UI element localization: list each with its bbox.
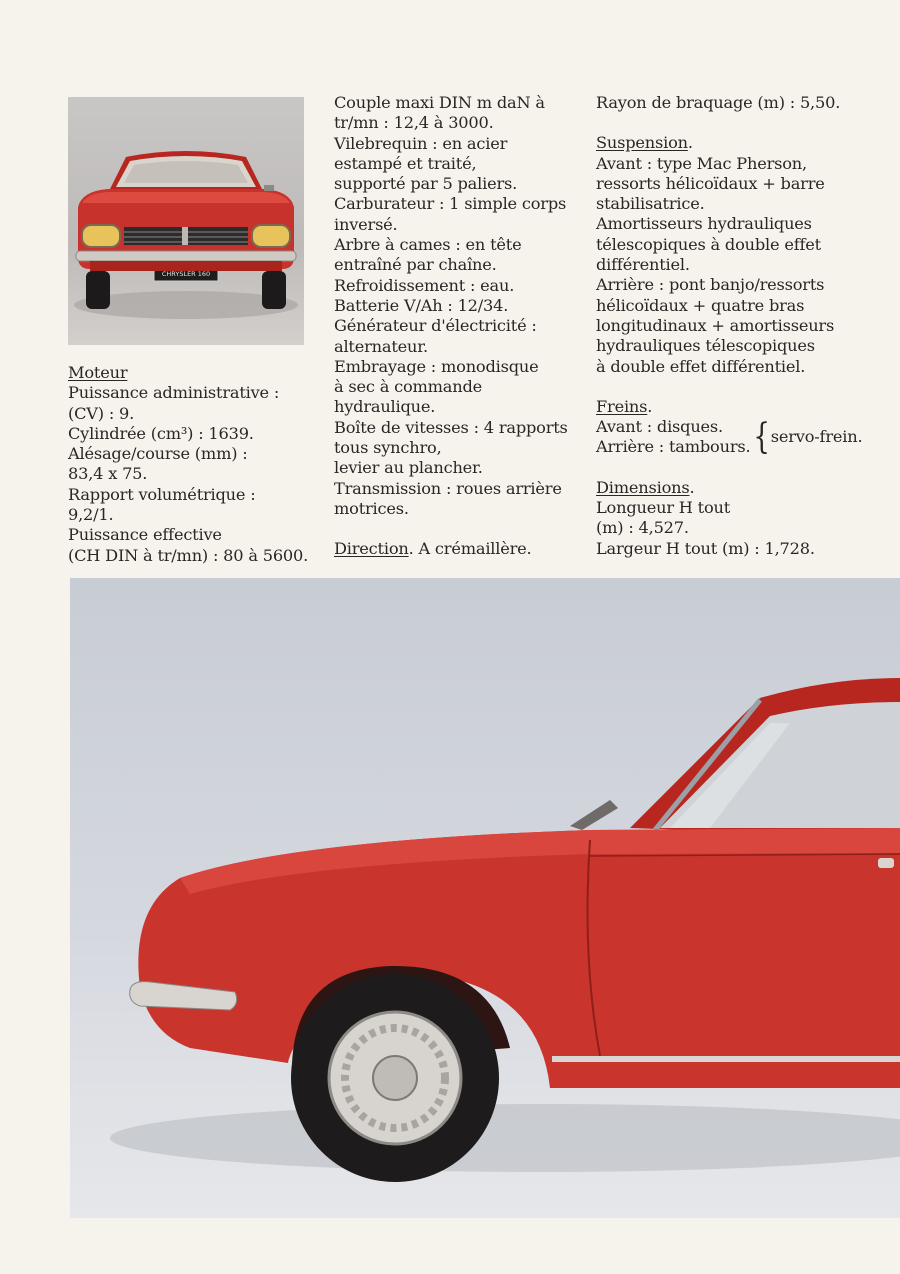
engine-spec-line: 9,2/1. bbox=[68, 505, 114, 525]
engine-spec-line: (CH DIN à tr/mn) : 80 à 5600. bbox=[68, 545, 309, 565]
brakes-heading: Freins bbox=[596, 396, 648, 416]
mechanics-spec-line: inversé. bbox=[334, 214, 398, 234]
suspension-spec-line: ressorts hélicoïdaux + barre bbox=[596, 173, 825, 193]
mechanics-spec-line: Carburateur : 1 simple corps bbox=[334, 194, 567, 214]
brakes-rear: Arrière : tambours. bbox=[596, 437, 751, 457]
mechanics-specs bbox=[334, 93, 584, 560]
suspension-spec-line: télescopiques à double effet bbox=[596, 234, 821, 254]
mechanics-spec-line: motrices. bbox=[334, 498, 409, 518]
direction-heading: Direction bbox=[334, 539, 409, 559]
car-front-photo bbox=[68, 97, 304, 345]
mechanics-spec-line: tr/mn : 12,4 à 3000. bbox=[334, 113, 494, 133]
car-side-illustration bbox=[70, 578, 900, 1218]
engine-spec-line: Rapport volumétrique : bbox=[68, 484, 256, 504]
suspension-heading: Suspension bbox=[596, 133, 688, 153]
mechanics-spec-line: Embrayage : monodisque bbox=[334, 356, 539, 376]
mechanics-spec-line: alternateur. bbox=[334, 336, 428, 356]
brace-icon: { bbox=[753, 417, 770, 458]
engine-lines bbox=[68, 383, 326, 566]
suspension-spec-line: Amortisseurs hydrauliques bbox=[596, 214, 812, 234]
direction-text: A crémaillère. bbox=[418, 539, 532, 559]
engine-spec-line: Cylindrée (cm³) : 1639. bbox=[68, 423, 254, 443]
turning-radius: Rayon de braquage (m) : 5,50. bbox=[596, 93, 841, 112]
suspension-spec-line: hydrauliques télescopiques bbox=[596, 336, 815, 356]
dimensions-heading: Dimensions bbox=[596, 477, 690, 497]
mechanics-spec-line: Vilebrequin : en acier bbox=[334, 133, 508, 153]
suspension-spec-line: hélicoïdaux + quatre bras bbox=[596, 295, 805, 315]
mechanics-spec-line: Couple maxi DIN m daN à bbox=[334, 93, 545, 112]
engine-spec-line: Alésage/course (mm) : bbox=[68, 444, 248, 464]
mechanics-spec-line: levier au plancher. bbox=[334, 458, 483, 478]
engine-spec-line: (CV) : 9. bbox=[68, 403, 135, 423]
mechanics-spec-line: tous synchro, bbox=[334, 438, 442, 458]
direction-line: Direction. A crémaillère. bbox=[334, 539, 532, 559]
mechanics-lines bbox=[334, 93, 584, 519]
mechanics-spec-line: Batterie V/Ah : 12/34. bbox=[334, 295, 509, 315]
brakes-heading-line: Freins. bbox=[596, 396, 653, 416]
mechanics-spec-line: hydraulique. bbox=[334, 397, 436, 417]
suspension-spec-line: à double effet différentiel. bbox=[596, 356, 806, 376]
suspension-spec-line: stabilisatrice. bbox=[596, 194, 705, 214]
dimensions-spec-line: Longueur H tout bbox=[596, 498, 731, 518]
dimensions-spec-line: (m) : 4,527. bbox=[596, 518, 689, 538]
chassis-specs bbox=[596, 93, 886, 559]
mechanics-spec-line: estampé et traité, bbox=[334, 153, 477, 173]
license-plate-text: CHRYSLER 160 bbox=[161, 270, 211, 278]
engine-heading: Moteur bbox=[68, 363, 128, 382]
mechanics-spec-line: Boîte de vitesses : 4 rapports bbox=[334, 417, 568, 437]
suspension-lines bbox=[596, 154, 886, 377]
suspension-heading-line: Suspension. bbox=[596, 133, 693, 153]
suspension-spec-line: Avant : type Mac Pherson, bbox=[596, 153, 807, 173]
mechanics-spec-line: entraîné par chaîne. bbox=[334, 255, 497, 275]
dimensions-spec-line: Largeur H tout (m) : 1,728. bbox=[596, 538, 815, 558]
engine-specs bbox=[68, 363, 326, 566]
mechanics-spec-line: Générateur d'électricité : bbox=[334, 316, 537, 336]
engine-spec-line: 83,4 x 75. bbox=[68, 464, 148, 484]
brakes-front: Avant : disques. bbox=[596, 417, 723, 437]
dimensions-lines bbox=[596, 498, 886, 559]
car-front-illustration bbox=[68, 97, 304, 345]
mechanics-spec-line: Arbre à cames : en tête bbox=[334, 235, 522, 255]
engine-spec-line: Puissance effective bbox=[68, 525, 222, 545]
brakes-servo: servo-frein. bbox=[770, 427, 863, 447]
mechanics-spec-line: à sec à commande bbox=[334, 377, 483, 397]
car-side-photo bbox=[70, 578, 900, 1218]
suspension-spec-line: longitudinaux + amortisseurs bbox=[596, 315, 835, 335]
engine-spec-line: Puissance administrative : bbox=[68, 383, 280, 403]
suspension-spec-line: différentiel. bbox=[596, 255, 690, 275]
mechanics-spec-line: supporté par 5 paliers. bbox=[334, 174, 518, 194]
brakes-block bbox=[596, 417, 886, 458]
mechanics-spec-line: Refroidissement : eau. bbox=[334, 275, 515, 295]
suspension-spec-line: Arrière : pont banjo/ressorts bbox=[596, 275, 825, 295]
dimensions-heading-line: Dimensions. bbox=[596, 477, 695, 497]
mechanics-spec-line: Transmission : roues arrière bbox=[334, 478, 562, 498]
